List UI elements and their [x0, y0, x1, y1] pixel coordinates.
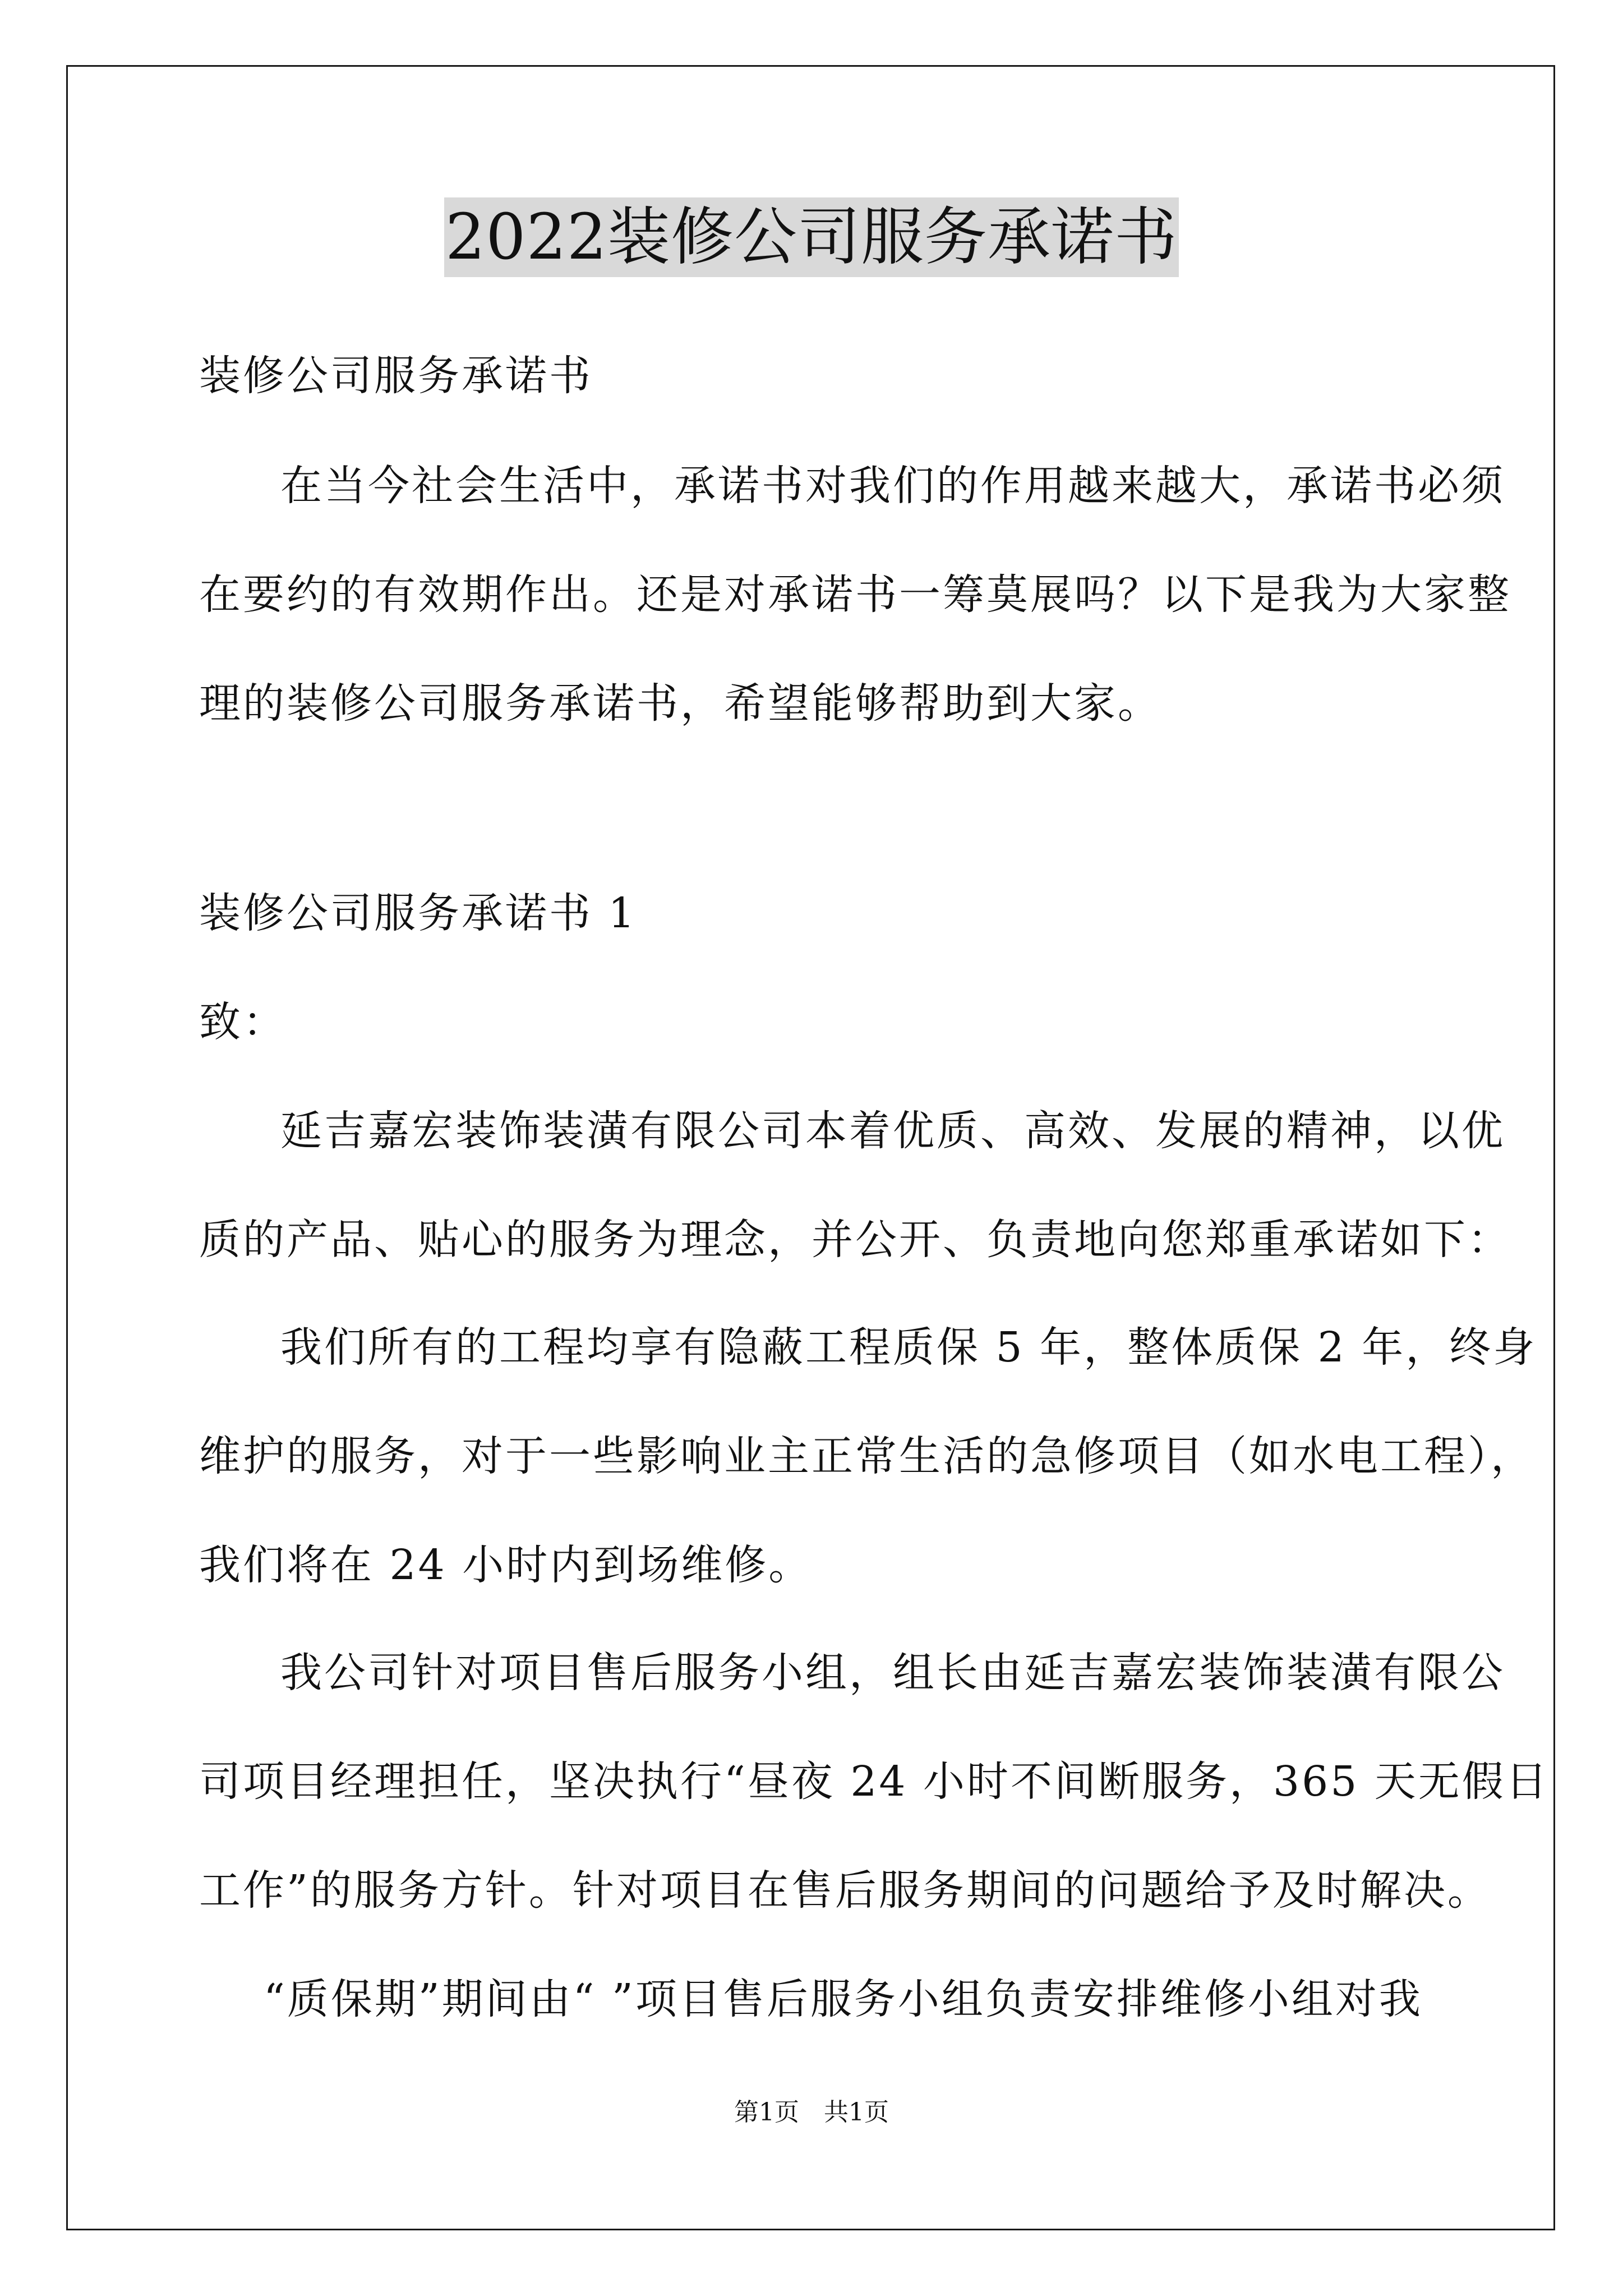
paragraph-line: 我公司针对项目售后服务小组，组长由延吉嘉宏装饰装潢有限公 — [280, 1649, 1505, 1697]
paragraph-line: 我们所有的工程均享有隐蔽工程质保 5 年，整体质保 2 年，终身 — [280, 1323, 1537, 1372]
section-heading: 装修公司服务承诺书 1 — [199, 889, 637, 937]
paragraph-line: 质的产品、贴心的服务为理念，并公开、负责地向您郑重承诺如下： — [199, 1216, 1511, 1264]
paragraph-line: 工作”的服务方针。针对项目在售后服务期间的问题给予及时解决。 — [199, 1866, 1491, 1915]
paragraph-line: 我们将在 24 小时内到场维修。 — [199, 1541, 813, 1589]
salutation: 致： — [199, 998, 287, 1046]
paragraph-line: 司项目经理担任，坚决执行“昼夜 24 小时不间断服务，365 天无假日 — [199, 1757, 1550, 1806]
title-container — [0, 197, 1623, 277]
paragraph-line: 延吉嘉宏装饰装潢有限公司本着优质、高效、发展的精神，以优 — [280, 1107, 1505, 1155]
subtitle-line: 装修公司服务承诺书 — [199, 352, 593, 400]
paragraph-line: 在当今社会生活中，承诺书对我们的作用越来越大，承诺书必须 — [280, 462, 1505, 510]
document-title: 2022装修公司服务承诺书 — [444, 197, 1179, 277]
page-number: 第1页 — [734, 2098, 799, 2127]
page-footer — [0, 2097, 1623, 2128]
paragraph-line: 理的装修公司服务承诺书，希望能够帮助到大家。 — [199, 679, 1161, 728]
paragraph-line: “质保期”期间由“ ”项目售后服务小组负责安排维修小组对我 — [264, 1975, 1423, 2023]
page-total: 共1页 — [824, 2098, 889, 2127]
paragraph-line: 维护的服务，对于一些影响业主正常生活的急修项目（如水电工程）， — [199, 1432, 1534, 1480]
paragraph-line: 在要约的有效期作出。还是对承诺书一筹莫展吗？以下是我为大家整 — [199, 570, 1511, 619]
